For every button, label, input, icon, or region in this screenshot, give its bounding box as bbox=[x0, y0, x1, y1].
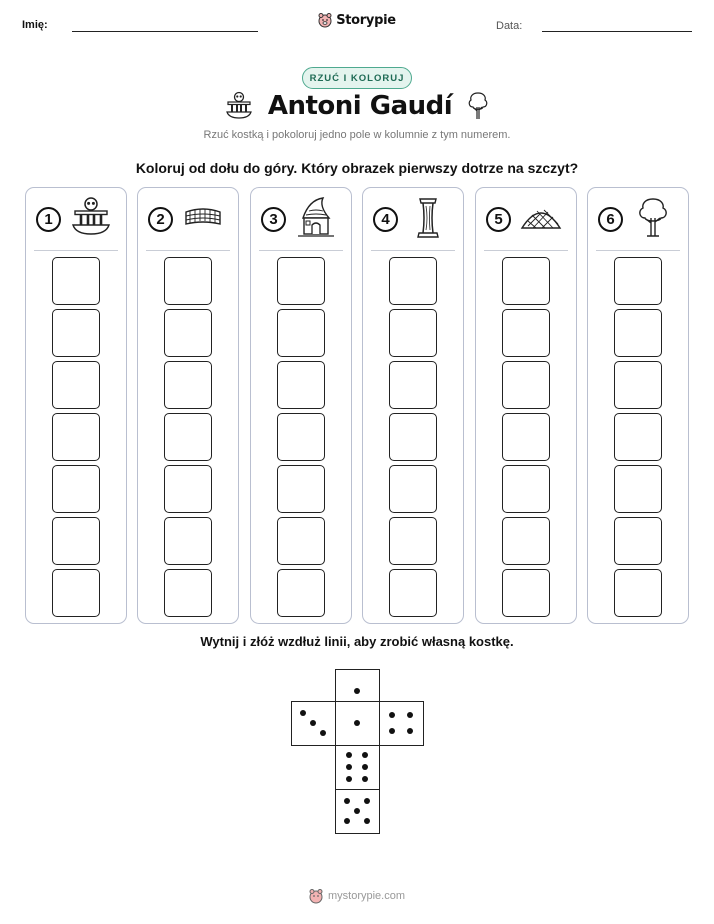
balcony-skull-icon bbox=[224, 91, 254, 121]
balcony-skull-icon bbox=[70, 196, 112, 240]
column-2 bbox=[137, 187, 239, 624]
color-box[interactable] bbox=[164, 309, 212, 357]
color-box[interactable] bbox=[389, 465, 437, 513]
dice-pip bbox=[320, 730, 326, 736]
color-box[interactable] bbox=[614, 413, 662, 461]
color-box[interactable] bbox=[389, 413, 437, 461]
color-box[interactable] bbox=[164, 257, 212, 305]
mosaic-dome-icon bbox=[520, 196, 562, 240]
color-box[interactable] bbox=[277, 257, 325, 305]
color-box[interactable] bbox=[614, 569, 662, 617]
cut-instruction: Wytnij i złóż wzdłuż linii, aby zrobić własną kostkę. bbox=[200, 634, 514, 649]
column-number: 3 bbox=[261, 207, 286, 232]
column-3 bbox=[250, 187, 352, 624]
color-box[interactable] bbox=[502, 569, 550, 617]
dice-pip bbox=[354, 808, 360, 814]
column-1 bbox=[25, 187, 127, 624]
color-box[interactable] bbox=[52, 517, 100, 565]
color-box[interactable] bbox=[614, 257, 662, 305]
tree-icon bbox=[632, 196, 674, 240]
column-divider bbox=[371, 250, 455, 251]
color-box[interactable] bbox=[277, 361, 325, 409]
color-box[interactable] bbox=[164, 517, 212, 565]
subtitle: Rzuć kostką i pokoloruj jedno pole w kolumnie z tym numerem. bbox=[203, 129, 511, 141]
color-box[interactable] bbox=[502, 309, 550, 357]
column-number: 4 bbox=[373, 207, 398, 232]
color-box[interactable] bbox=[614, 309, 662, 357]
color-box[interactable] bbox=[52, 569, 100, 617]
color-box[interactable] bbox=[52, 465, 100, 513]
color-box[interactable] bbox=[52, 413, 100, 461]
column-6 bbox=[587, 187, 689, 624]
tree-icon bbox=[466, 91, 490, 121]
dice-pip bbox=[364, 798, 370, 804]
dice-pip bbox=[362, 752, 368, 758]
column-number: 5 bbox=[486, 207, 511, 232]
color-box[interactable] bbox=[614, 465, 662, 513]
color-box[interactable] bbox=[502, 361, 550, 409]
dice-pip bbox=[346, 764, 352, 770]
column-5 bbox=[475, 187, 577, 624]
dice-pip bbox=[310, 720, 316, 726]
color-box[interactable] bbox=[277, 465, 325, 513]
color-box[interactable] bbox=[52, 361, 100, 409]
color-box[interactable] bbox=[614, 361, 662, 409]
color-box[interactable] bbox=[389, 517, 437, 565]
dice-pip bbox=[344, 818, 350, 824]
color-box[interactable] bbox=[164, 465, 212, 513]
name-input-line[interactable] bbox=[72, 31, 258, 32]
color-box[interactable] bbox=[277, 309, 325, 357]
dice-pip bbox=[344, 798, 350, 804]
date-label: Data: bbox=[496, 20, 523, 32]
storypie-logo-icon bbox=[309, 888, 323, 904]
column-divider bbox=[34, 250, 118, 251]
color-box[interactable] bbox=[389, 257, 437, 305]
instruction: Koloruj od dołu do góry. Który obrazek pierwszy dotrze na szczyt? bbox=[135, 160, 579, 176]
dice-pip bbox=[300, 710, 306, 716]
brand-name: Storypie bbox=[336, 12, 396, 28]
column-divider bbox=[146, 250, 230, 251]
dice-face-1 bbox=[335, 701, 380, 746]
color-box[interactable] bbox=[277, 413, 325, 461]
column-divider bbox=[596, 250, 680, 251]
dice-pip bbox=[407, 712, 413, 718]
color-box[interactable] bbox=[389, 569, 437, 617]
brand bbox=[0, 12, 714, 28]
dice-pip bbox=[346, 752, 352, 758]
color-box[interactable] bbox=[614, 517, 662, 565]
footer bbox=[0, 888, 714, 904]
dice-face-6 bbox=[335, 745, 380, 790]
color-box[interactable] bbox=[164, 413, 212, 461]
color-box[interactable] bbox=[52, 309, 100, 357]
column-number: 2 bbox=[148, 207, 173, 232]
color-box[interactable] bbox=[502, 465, 550, 513]
color-box[interactable] bbox=[52, 257, 100, 305]
dice-pip bbox=[362, 776, 368, 782]
dice-pip bbox=[407, 728, 413, 734]
dice-pip bbox=[354, 720, 360, 726]
color-box[interactable] bbox=[164, 361, 212, 409]
column-divider bbox=[484, 250, 568, 251]
color-box[interactable] bbox=[277, 517, 325, 565]
column-number: 1 bbox=[36, 207, 61, 232]
title-row bbox=[0, 91, 714, 121]
column-divider bbox=[259, 250, 343, 251]
footer-url[interactable]: mystorypie.com bbox=[327, 890, 406, 902]
dice-pip bbox=[354, 688, 360, 694]
dice-pip bbox=[364, 818, 370, 824]
column-4 bbox=[362, 187, 464, 624]
dice-pip bbox=[346, 776, 352, 782]
gingerbread-house-icon bbox=[295, 196, 337, 240]
color-box[interactable] bbox=[277, 569, 325, 617]
mosaic-bench-icon bbox=[182, 196, 224, 240]
color-box[interactable] bbox=[164, 569, 212, 617]
dice-face-3 bbox=[291, 701, 336, 746]
date-input-line[interactable] bbox=[542, 31, 692, 32]
activity-badge: RZUĆ I KOLORUJ bbox=[302, 67, 412, 89]
storypie-logo-icon bbox=[318, 12, 332, 28]
column-number: 6 bbox=[598, 207, 623, 232]
dice-face-4 bbox=[379, 701, 424, 746]
color-box[interactable] bbox=[389, 309, 437, 357]
name-label: Imię: bbox=[22, 19, 48, 31]
color-box[interactable] bbox=[502, 413, 550, 461]
color-box[interactable] bbox=[389, 361, 437, 409]
dice-pip bbox=[389, 712, 395, 718]
page-title: Antoni Gaudí bbox=[267, 91, 453, 121]
dice-pip bbox=[362, 764, 368, 770]
dice-pip bbox=[389, 728, 395, 734]
column-icon bbox=[407, 196, 449, 240]
dice-face-5 bbox=[335, 789, 380, 834]
color-box[interactable] bbox=[502, 257, 550, 305]
color-box[interactable] bbox=[502, 517, 550, 565]
